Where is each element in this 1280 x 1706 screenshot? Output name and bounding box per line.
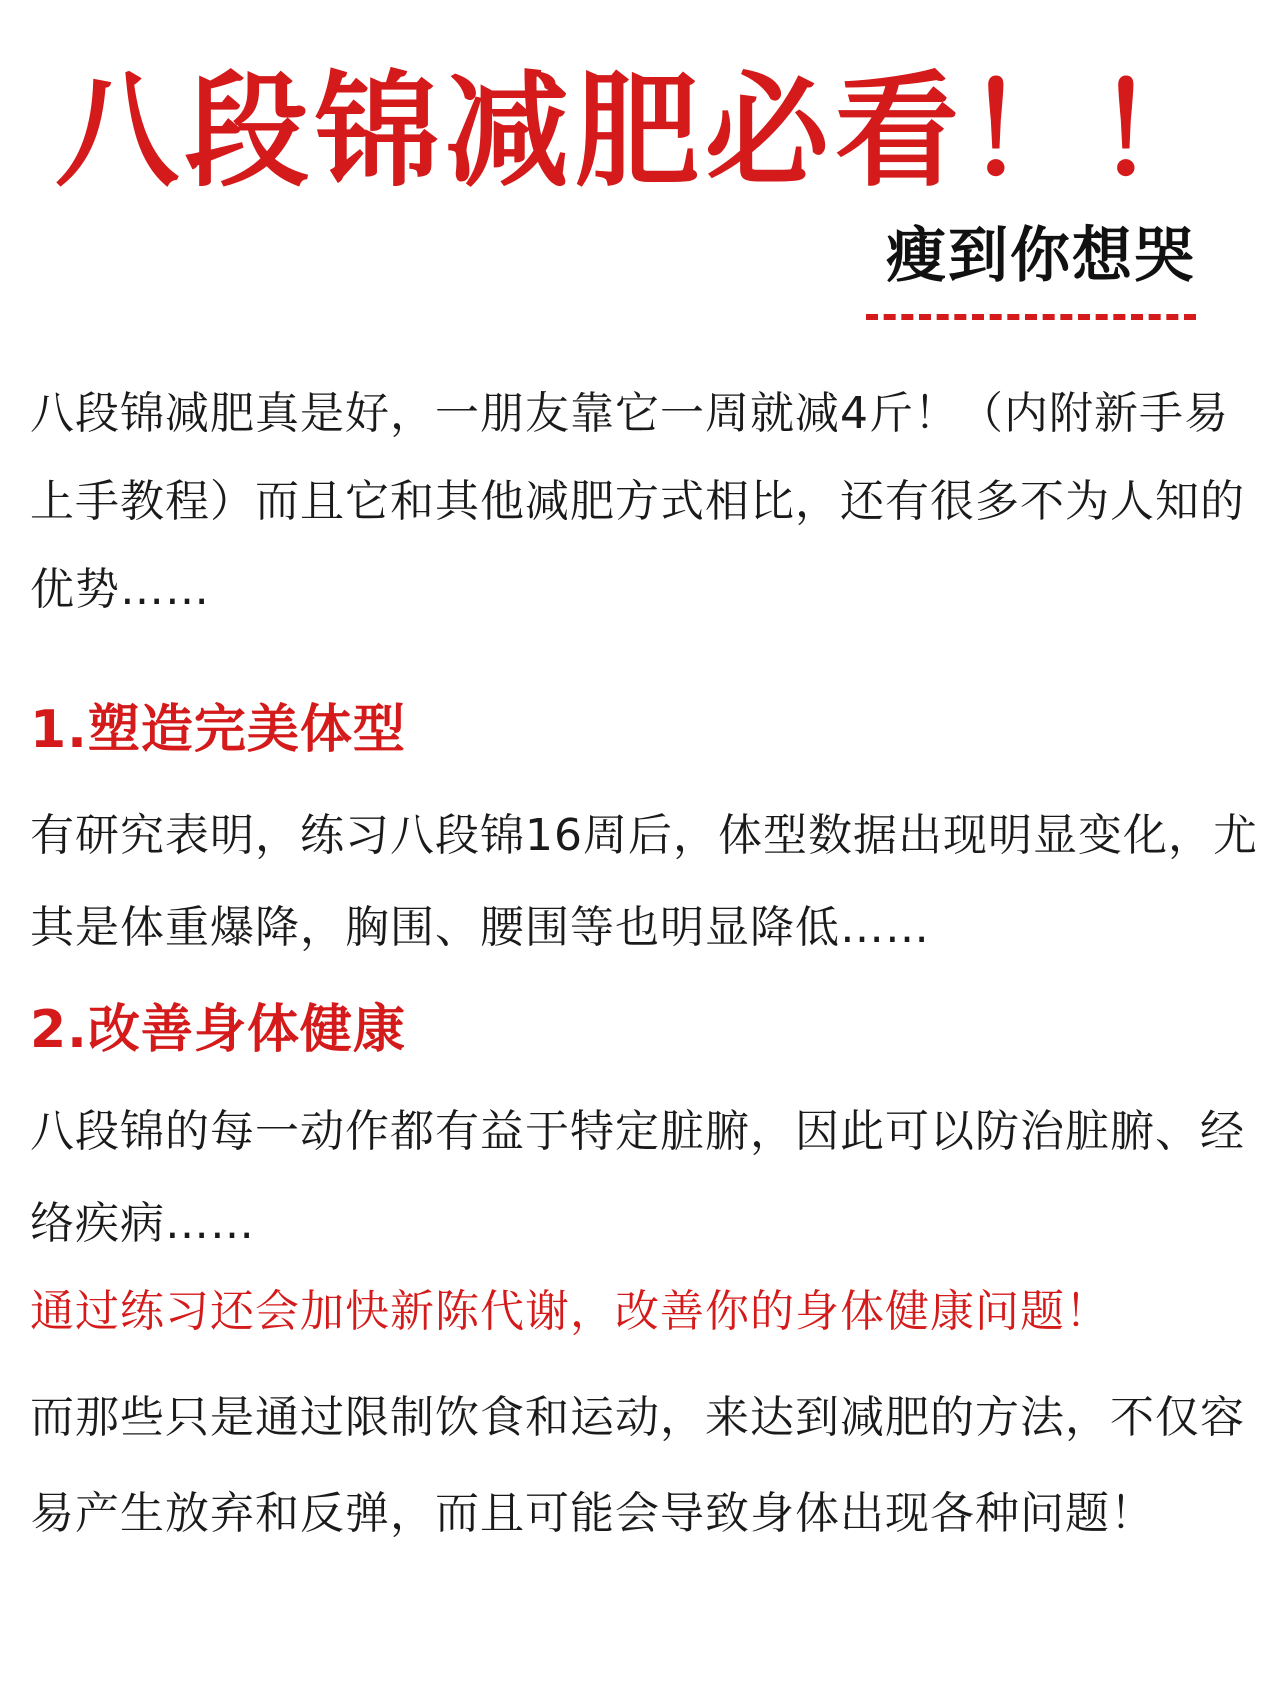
highlight-sentence: 通过练习还会加快新陈代谢，改善你的身体健康问题！ bbox=[30, 1286, 1110, 1337]
section-heading-1: 1.塑造完美体型 bbox=[30, 700, 406, 760]
section-body-1: 有研究表明，练习八段锦16周后，体型数据出现明显变化，尤其是体重爆降，胸围、腰围等也明显降低…… bbox=[30, 810, 1258, 953]
intro-paragraph: 八段锦减肥真是好，一朋友靠它一周就减4斤！（内附新手易上手教程）而且它和其他减肥方式相比，还有很多不为人知的优势…… bbox=[30, 388, 1245, 615]
page-title: 八段锦减肥必看！！ bbox=[54, 60, 1225, 204]
closing-paragraph: 而那些只是通过限制饮食和运动，来达到减肥的方法，不仅容易产生放弃和反弹，而且可能会导致身体出现各种问题！ bbox=[30, 1392, 1245, 1539]
page-subtitle: 瘦到你想哭 bbox=[886, 221, 1196, 291]
subtitle-dashed-underline bbox=[866, 314, 1196, 320]
section-body-2: 八段锦的每一动作都有益于特定脏腑，因此可以防治脏腑、经络疾病…… bbox=[30, 1106, 1245, 1249]
section-heading-2: 2.改善身体健康 bbox=[30, 1000, 406, 1060]
